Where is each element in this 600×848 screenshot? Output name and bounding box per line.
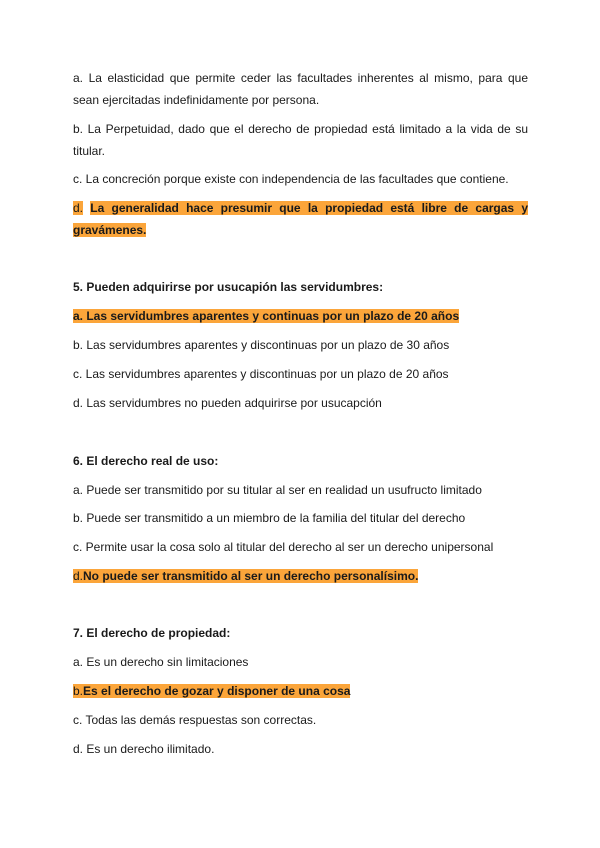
q4-option-b: b. La Perpetuidad, dado que el derecho de propiedad está limitado a la vida de su titular. bbox=[73, 122, 528, 158]
q6-option-d-correct bbox=[73, 565, 528, 587]
q4-option-d-text: La generalidad hace presumir que la propiedad está libre de cargas y gravámenes. bbox=[73, 201, 529, 237]
q4-option-a: a. La elasticidad que permite ceder las facultades inherentes al mismo, para que sean ejercitadas indefinidamente por persona. bbox=[73, 71, 528, 107]
q7-option-c: c. Todas las demás respuestas son correctas. bbox=[73, 713, 317, 727]
q7-option-b-correct bbox=[73, 680, 528, 702]
q5-option-b: b. Las servidumbres aparentes y discontinuas por un plazo de 30 años bbox=[73, 338, 450, 352]
q6-option-c: c. Permite usar la cosa solo al titular del derecho al ser un derecho unipersonal bbox=[73, 540, 494, 554]
q4-option-c: c. La concreción porque existe con independencia de las facultades que contiene. bbox=[73, 172, 509, 186]
q7-option-a: a. Es un derecho sin limitaciones bbox=[73, 655, 249, 669]
q6-option-d-text: No puede ser transmitido al ser un derecho personalísimo. bbox=[83, 569, 419, 583]
q7-option-b-text: Es el derecho de gozar y disponer de una cosa bbox=[83, 684, 351, 698]
q5-option-a-text: a. Las servidumbres aparentes y continuas por un plazo de 20 años bbox=[73, 309, 460, 323]
q4-option-d-correct bbox=[73, 197, 528, 241]
q7-title: 7. El derecho de propiedad: bbox=[73, 626, 231, 640]
q5-option-d: d. Las servidumbres no pueden adquirirse por usucapción bbox=[73, 396, 382, 410]
q6-title: 6. El derecho real de uso: bbox=[73, 454, 219, 468]
q4-option-d-prefix: d. bbox=[73, 201, 84, 215]
q6-option-d-prefix: d. bbox=[73, 569, 84, 583]
q5-option-c: c. Las servidumbres aparentes y discontinuas por un plazo de 20 años bbox=[73, 367, 449, 381]
q6-option-b: b. Puede ser transmitido a un miembro de la familia del titular del derecho bbox=[73, 511, 466, 525]
q5-option-a-correct bbox=[73, 305, 528, 327]
q7-option-d: d. Es un derecho ilimitado. bbox=[73, 742, 215, 756]
q5-title: 5. Pueden adquirirse por usucapión las servidumbres: bbox=[73, 280, 384, 294]
q6-option-a: a. Puede ser transmitido por su titular al ser en realidad un usufructo limitado bbox=[73, 483, 482, 497]
q7-option-b-prefix: b. bbox=[73, 684, 84, 698]
